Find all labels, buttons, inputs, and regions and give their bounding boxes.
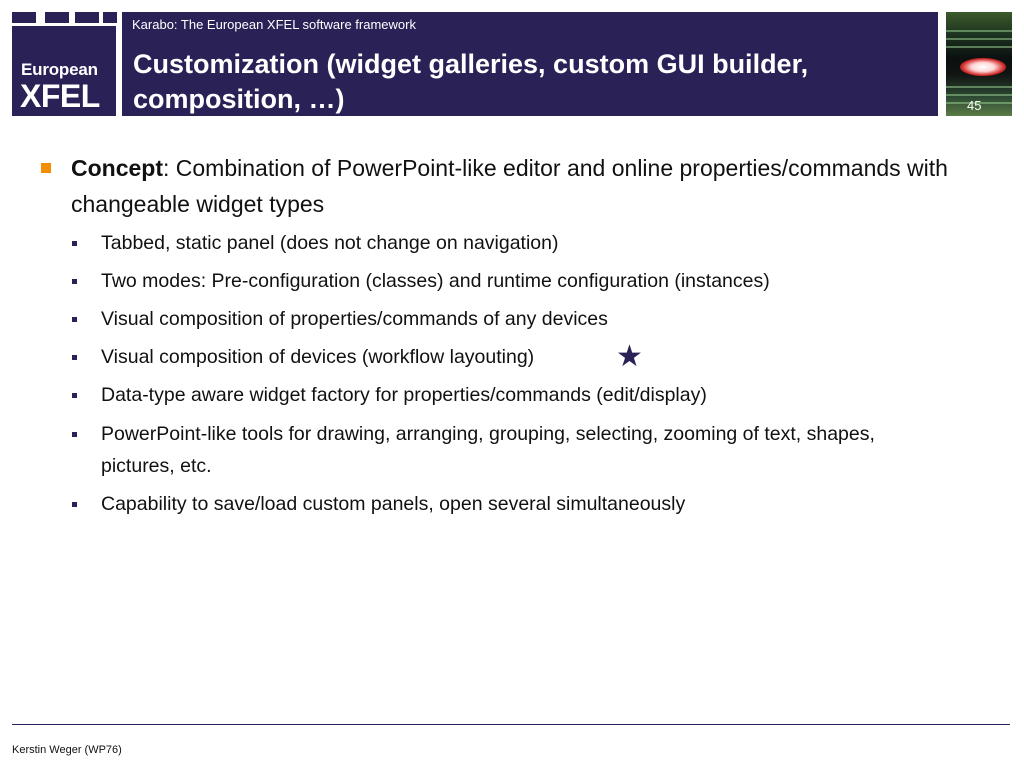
- concept-text: : Combination of PowerPoint-like editor and online properties/commands with changeable widget types: [71, 155, 948, 217]
- list-item-text: PowerPoint-like tools for drawing, arranging, grouping, selecting, zooming of text, shapes, pictures, etc.: [101, 423, 875, 477]
- bullet-icon: [72, 355, 77, 360]
- bullet-icon: [72, 502, 77, 507]
- concept-paragraph: [71, 150, 951, 222]
- bullet-icon: [72, 317, 77, 322]
- slide-title: Customization (widget galleries, custom GUI builder, composition, …): [133, 49, 809, 114]
- header-bar: [122, 12, 938, 116]
- european-xfel-logo: [12, 26, 116, 116]
- logo-text-xfel: XFEL: [20, 78, 100, 114]
- page-number: 45: [967, 98, 982, 113]
- list-item-text: Capability to save/load custom panels, open several simultaneously: [101, 493, 686, 515]
- list-item-text: Tabbed, static panel (does not change on navigation): [101, 232, 559, 254]
- bullet-icon: [72, 393, 77, 398]
- logo-square: [45, 12, 69, 23]
- list-item-text: Visual composition of devices (workflow layouting): [101, 346, 535, 368]
- star-icon: ★: [616, 340, 643, 373]
- list-item-text: Data-type aware widget factory for properties/commands (edit/display): [101, 384, 707, 406]
- bullet-icon: [72, 279, 77, 284]
- logo-square: [75, 12, 99, 23]
- footer-divider: [12, 724, 1010, 725]
- footer-author: Kerstin Weger (WP76): [12, 744, 122, 756]
- main-bullet-square: [41, 163, 51, 173]
- bullet-icon: [72, 241, 77, 246]
- light-glow: [960, 58, 1006, 76]
- logo-square: [12, 12, 36, 23]
- logo-text-european: European: [21, 60, 98, 79]
- logo-square: [103, 12, 117, 23]
- bullet-icon: [72, 432, 77, 437]
- list-item-text: Visual composition of properties/commands of any devices: [101, 308, 608, 330]
- concept-label: Concept: [71, 155, 163, 181]
- list-item-text: Two modes: Pre-configuration (classes) and runtime configuration (instances): [101, 270, 770, 292]
- header-subtitle: Karabo: The European XFEL software framework: [132, 17, 416, 32]
